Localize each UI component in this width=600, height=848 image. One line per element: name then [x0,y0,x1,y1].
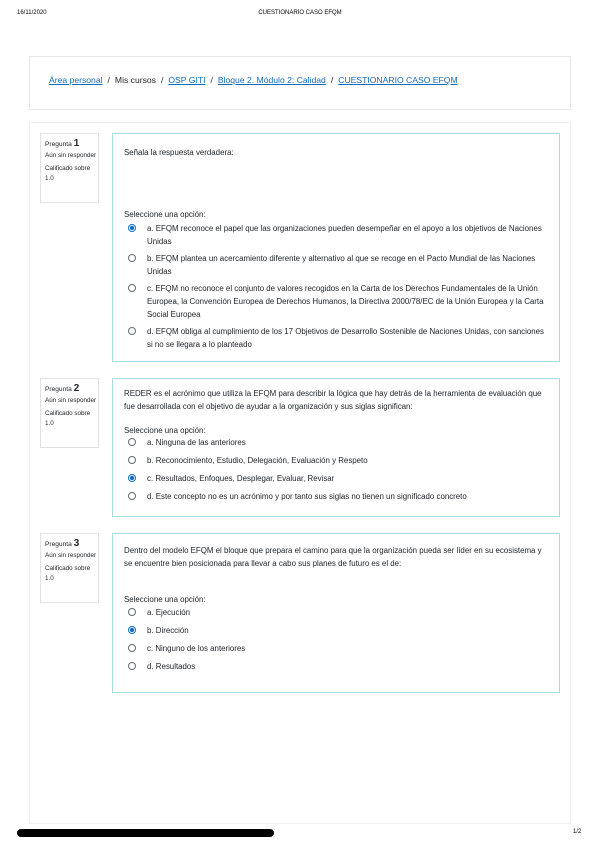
print-date: 16/11/2020 [17,10,47,16]
question-label: Pregunta [45,541,72,548]
breadcrumb-section-link[interactable]: Bloque 2. Módulo 2: Calidad [217,75,326,85]
option-text: d. Este concepto no es un acrónimo y por tanto sus siglas no tienen un significado concreto [147,492,467,501]
print-title: CUESTIONARIO CASO EFQM [258,10,342,16]
answer-option-a[interactable] [124,222,549,248]
breadcrumb-separator: / [160,75,164,85]
answer-option-b[interactable] [124,454,549,467]
option-text: a. EFQM reconoce el papel que las organizaciones pueden desempeñar en el apoyo a los objetivos de Naciones Unidas [147,224,542,246]
question-3-content [112,533,560,693]
question-grade: Calificado sobre 1.0 [45,410,91,427]
print-header [0,10,600,22]
breadcrumb-container [29,56,571,110]
breadcrumb-separator: / [107,75,110,85]
radio-selected[interactable] [128,626,136,634]
answer-option-a[interactable] [124,436,549,449]
question-number: 2 [73,383,80,394]
question-label: Pregunta [45,386,72,393]
question-2-info [40,378,99,448]
option-text: b. EFQM plantea un acercamiento diferente y alternativo al que se recoge en el Pacto Mundial de las Naciones Unidas [147,254,536,276]
question-1-info [40,133,99,203]
question-label: Pregunta [45,141,72,148]
radio-button[interactable] [128,608,136,616]
radio-button[interactable] [128,492,136,500]
question-state: Aún sin responder [45,152,97,159]
question-prompt: Seleccione una opción: [124,426,206,435]
option-text: a. Ejecución [147,608,190,617]
question-grade: Calificado sobre 1.0 [45,165,91,182]
question-text: Dentro del modelo EFQM el bloque que prepara el camino para que la organización pueda ser líder en su ecosistema y se encuentre bien posicionada para llevar a cabo sus planes de futuro es el de: [124,546,542,568]
radio-button[interactable] [128,284,136,292]
radio-button[interactable] [128,254,136,262]
answer-option-c[interactable] [124,642,549,655]
radio-button[interactable] [128,456,136,464]
question-3-info [40,533,99,603]
option-text: a. Ninguna de las anteriores [147,438,246,447]
answer-option-d[interactable] [124,325,549,351]
radio-selected[interactable] [128,474,136,482]
breadcrumb-my-courses: Mis cursos [114,75,156,85]
option-text: d. Resultados [147,662,196,671]
question-text: Señala la respuesta verdadera: [124,148,234,157]
radio-button[interactable] [128,327,136,335]
option-text: b. Reconocimiento, Estudio, Delegación, Evaluación y Respeto [147,456,368,465]
radio-button[interactable] [128,644,136,652]
question-number: 3 [73,538,80,549]
question-number: 1 [73,138,80,149]
answer-option-b[interactable] [124,252,549,278]
option-text: c. Ninguno de los anteriores [147,644,246,653]
radio-selected[interactable] [128,224,136,232]
radio-button[interactable] [128,438,136,446]
question-state: Aún sin responder [45,397,97,404]
breadcrumb [49,75,458,85]
question-2-content [112,378,560,517]
breadcrumb-separator: / [210,75,213,85]
option-text: d. EFQM obliga al cumplimiento de los 17 Objetivos de Desarrollo Sostenible de Naciones Unidas, con sanciones si no se llegara a lo planteado [147,327,544,349]
radio-button[interactable] [128,662,136,670]
page-number: 1/2 [573,829,582,835]
breadcrumb-quiz-link[interactable]: CUESTIONARIO CASO EFQM [338,75,458,85]
question-prompt: Seleccione una opción: [124,210,206,219]
answer-option-c[interactable] [124,472,549,485]
question-text: REDER es el acrónimo que utiliza la EFQM para describir la lógica que hay detrás de la herramienta de evaluación que fue desarrollada con el objetivo de ayudar a la organización y sus siglas significan: [124,389,542,411]
option-text: c. EFQM no reconoce el conjunto de valores recogidos en la Carta de los Derechos Fundamentales de la Unión Europea, la Convención Europea de Derechos Humanos, la Directiva 2000/78/EC de la Unión Europea y la Carta Social Europea [147,284,544,319]
horizontal-scrollbar[interactable] [17,829,274,837]
answer-option-c[interactable] [124,282,549,321]
breadcrumb-course-link[interactable]: OSP GITI [168,75,206,85]
question-state: Aún sin responder [45,552,97,559]
question-grade: Calificado sobre 1.0 [45,565,91,582]
option-text: b. Dirección [147,626,189,635]
answer-option-d[interactable] [124,490,549,503]
question-prompt: Seleccione una opción: [124,595,206,604]
breadcrumb-separator: / [330,75,334,85]
answer-option-d[interactable] [124,660,549,673]
answer-option-a[interactable] [124,606,549,619]
breadcrumb-home-link[interactable]: Área personal [49,75,103,85]
question-1-content [112,133,560,362]
answer-option-b[interactable] [124,624,549,637]
option-text: c. Resultados, Enfoques, Desplegar, Evaluar, Revisar [147,474,335,483]
